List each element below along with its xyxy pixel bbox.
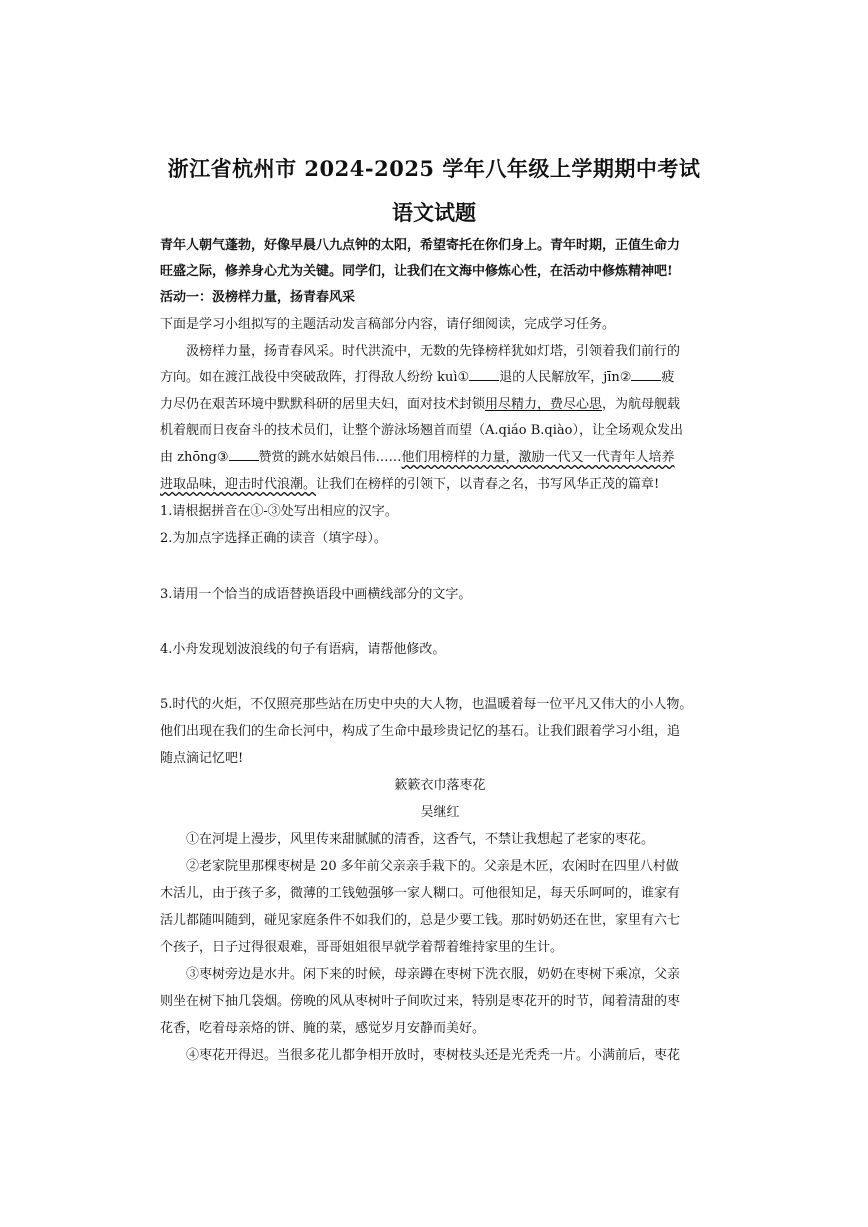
passage-line <box>160 395 720 415</box>
activity-heading: 活动一：汲榜样力量，扬青春风采 <box>160 290 356 305</box>
intro-line-2: 旺盛之际，修养身心尤为关键。同学们，让我们在文海中修炼心性，在活动中修炼精神吧! <box>160 264 673 279</box>
question-5: 5.时代的火炬，不仅照亮那些站在历史中央的大人物，也温暖着每一位平凡又伟大的小人物。 <box>160 697 693 712</box>
essay-paragraph: 花香，吃着母亲烙的饼、腌的菜，感觉岁月安静而美好。 <box>160 1021 486 1036</box>
question-1: 1.请根据拼音在①-③处写出相应的汉字。 <box>160 504 398 519</box>
question-5: 他们出现在我们的生命长河中，构成了生命中最珍贵记忆的基石。让我们跟着学习小组，追 <box>160 724 681 739</box>
wavy-sentence: 进取品味，迎击时代浪潮。 <box>160 477 317 492</box>
passage-text: 退的人民解放军，jīn② <box>499 370 632 385</box>
essay-paragraph: ④枣花开得迟。当很多花儿都争相开放时，枣树枝头还是光秃秃一片。小满前后，枣花 <box>186 1048 681 1063</box>
passage-text: 赞赏的跳水姑娘吕伟…… <box>258 450 402 465</box>
passage-text: 由 zhōng③ <box>160 450 229 465</box>
passage-text: 疲 <box>661 370 675 385</box>
passage-line <box>160 448 720 468</box>
passage-text: 让我们在榜样的引领下，以青春之名，书写风华正茂的篇章! <box>316 477 660 492</box>
essay-paragraph: ①在河堤上漫步，风里传来甜腻腻的清香，这香气，不禁让我想起了老家的枣花。 <box>186 832 655 847</box>
passage-text: 力尽仍在艰苦环境中默默科研的居里夫妇，面对技术封锁 <box>160 397 486 412</box>
question-3: 3.请用一个恰当的成语替换语段中画横线部分的文字。 <box>160 587 472 602</box>
question-5: 随点滴记忆吧! <box>160 751 244 766</box>
essay-title: 簌簌衣巾落枣花 <box>394 778 486 793</box>
passage-text: 方向。如在渡江战役中突破敌阵，打得敌人纷纷 kuì① <box>160 370 470 385</box>
answer-blank-1[interactable] <box>469 368 499 381</box>
instruction-text: 下面是学习小组拟写的主题活动发言稿部分内容，请仔细阅读，完成学习任务。 <box>160 317 616 332</box>
answer-blank-3[interactable] <box>229 448 259 461</box>
wavy-sentence: 他们用榜样的力量，激励一代又一代青年人培养 <box>401 450 675 465</box>
essay-author: 吴继红 <box>420 805 460 820</box>
passage-line <box>160 368 720 388</box>
document-subtitle: 语文试题 <box>392 200 476 225</box>
passage-line <box>160 475 720 495</box>
essay-paragraph: 则坐在树下抽几袋烟。傍晚的风从枣树叶子间吹过来，特别是枣花开的时节，闻着清甜的枣 <box>160 994 681 1009</box>
essay-paragraph: ③枣树旁边是水井。闲下来的时候，母亲蹲在枣树下洗衣服，奶奶在枣树下乘凉，父亲 <box>186 967 681 982</box>
intro-line-1: 青年人朝气蓬勃，好像早晨八九点钟的太阳，希望寄托在你们身上。青年时期，正值生命力 <box>160 238 681 253</box>
essay-paragraph: ②老家院里那棵枣树是 20 多年前父亲亲手栽下的。父亲是木匠，农闲时在四里八村做 <box>186 859 679 874</box>
document-title: 浙江省杭州市 2024-2025 学年八年级上学期期中考试 <box>167 156 701 181</box>
passage-text: ，为航母舰载 <box>602 397 681 412</box>
question-2: 2.为加点字选择正确的读音（填字母）。 <box>160 531 387 546</box>
answer-blank-2[interactable] <box>631 368 661 381</box>
question-4: 4.小舟发现划波浪线的句子有语病，请帮他修改。 <box>160 642 446 657</box>
essay-paragraph: 个孩子，日子过得很艰难，哥哥姐姐很早就学着帮着维持家里的生计。 <box>160 940 564 955</box>
passage-line: 汲榜样力量，扬青春风采。时代洪流中，无数的先锋榜样犹如灯塔，引领着我们前行的 <box>186 344 681 359</box>
essay-paragraph: 木活儿，由于孩子多，微薄的工钱勉强够一家人糊口。可他很知足，每天乐呵呵的，谁家有 <box>160 886 681 901</box>
passage-line: 机着舰而日夜奋斗的技术员们，让整个游泳场翘首而望（A.qiáo B.qiào），让全场观众发出 <box>160 423 683 438</box>
underlined-phrase: 用尽精力，费尽心思 <box>485 397 603 412</box>
essay-paragraph: 活儿都随叫随到，碰见家庭条件不如我们的，总是少要工钱。那时奶奶还在世，家里有六七 <box>160 913 681 928</box>
